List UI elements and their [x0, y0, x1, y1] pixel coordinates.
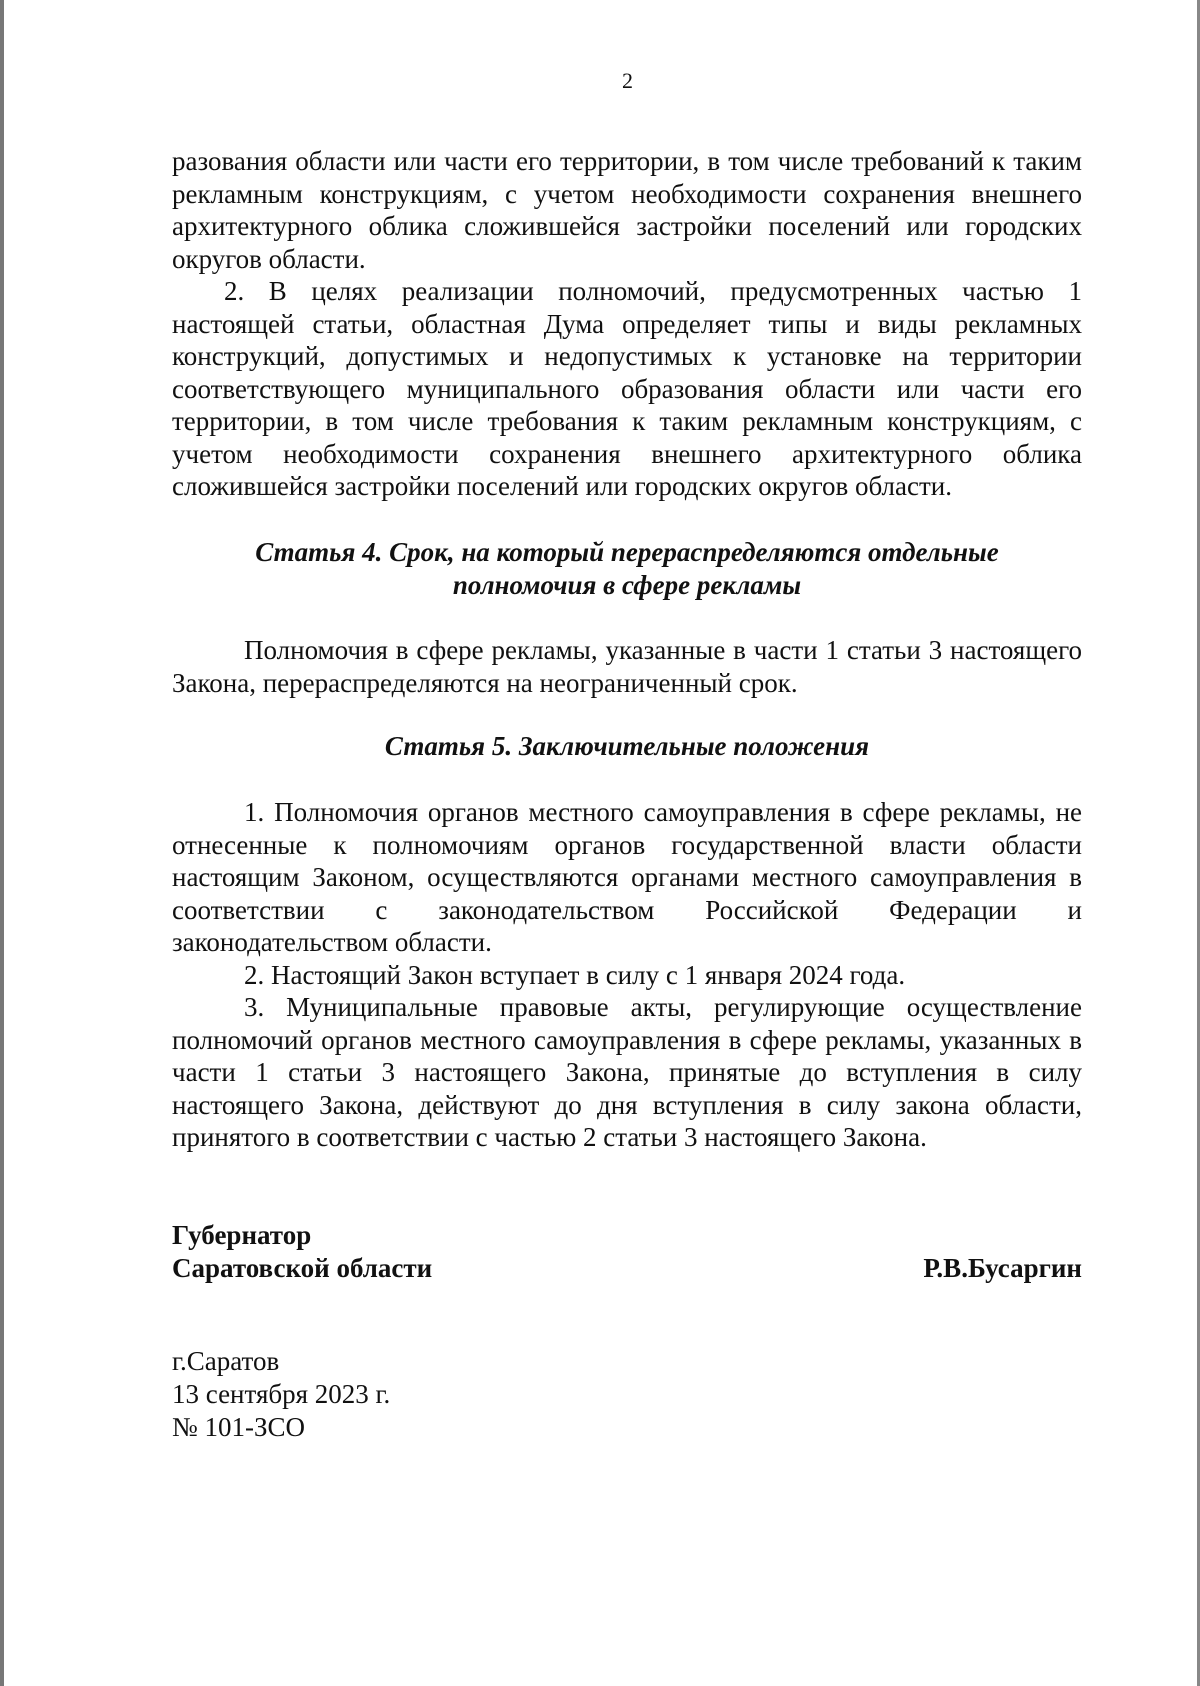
- article5-heading: [172, 730, 1082, 763]
- article4-body: [172, 634, 1082, 699]
- footer-law-number: № 101-ЗСО: [172, 1412, 306, 1442]
- article3-paragraph-2: 2. В целях реализации полномочий, предусмотренных частью 1 настоящей статьи, областная Дума определяет типы и виды рекламных конструкций, допустимых и недопустимых к установке на территории соответствующего муниципального образования области или части его территории, в том числе требования к таким рекламным конструкциям, с учетом необходимости сохранения внешнего архитектурного облика сложившейся застройки поселений или городских округов области.: [172, 276, 1082, 501]
- article4-heading: [172, 536, 1082, 601]
- article4-title-line-2: полномочия в сфере рекламы: [452, 569, 802, 600]
- document-footer: [172, 1345, 390, 1444]
- article4-title-line-1: Статья 4. Срок, на который перераспределяются отдельные: [255, 537, 999, 567]
- article3-paragraph-1: разования области или части его территории, в том числе требований к таким рекламным конструкциям, с учетом необходимости сохранения внешнего архитектурного облика сложившейся застройки поселений или городских округов области.: [172, 146, 1082, 274]
- article5-item-2: 2. Настоящий Закон вступает в силу с 1 января 2024 года.: [244, 959, 906, 990]
- article5-title: Статья 5. Заключительные положения: [384, 731, 870, 761]
- signatory-position-line-2: Саратовской области: [172, 1253, 433, 1283]
- article4-text: Полномочия в сфере рекламы, указанные в части 1 статьи 3 настоящего Закона, перераспределяются на неограниченный срок.: [172, 635, 1082, 698]
- signature-block: [172, 1219, 1082, 1285]
- article5-item-1: 1. Полномочия органов местного самоуправления в сфере рекламы, не отнесенные к полномочиям органов государственной власти области настоящим Законом, осуществляются органами местного самоуправления в соответствии с законодательством Российской Федерации и законодательством области.: [172, 797, 1082, 957]
- footer-city: г.Саратов: [172, 1346, 280, 1376]
- article3-continuation: [172, 145, 1082, 503]
- article5-item-3: 3. Муниципальные правовые акты, регулирующие осуществление полномочий органов местного самоуправления в сфере рекламы, указанных в части 1 статьи 3 настоящего Закона, принятые до вступления в силу настоящего Закона, действуют до дня вступления в силу закона области, принятого в соответствии с частью 2 статьи 3 настоящего Закона.: [172, 992, 1082, 1152]
- page-number: 2: [622, 68, 633, 93]
- signatory-name: Р.В.Бусаргин: [923, 1253, 1082, 1283]
- article5-body: [172, 796, 1082, 1154]
- signatory-position-line-1: Губернатор: [172, 1220, 312, 1250]
- footer-date: 13 сентября 2023 г.: [172, 1379, 391, 1409]
- scan-edge-left: [0, 0, 4, 1686]
